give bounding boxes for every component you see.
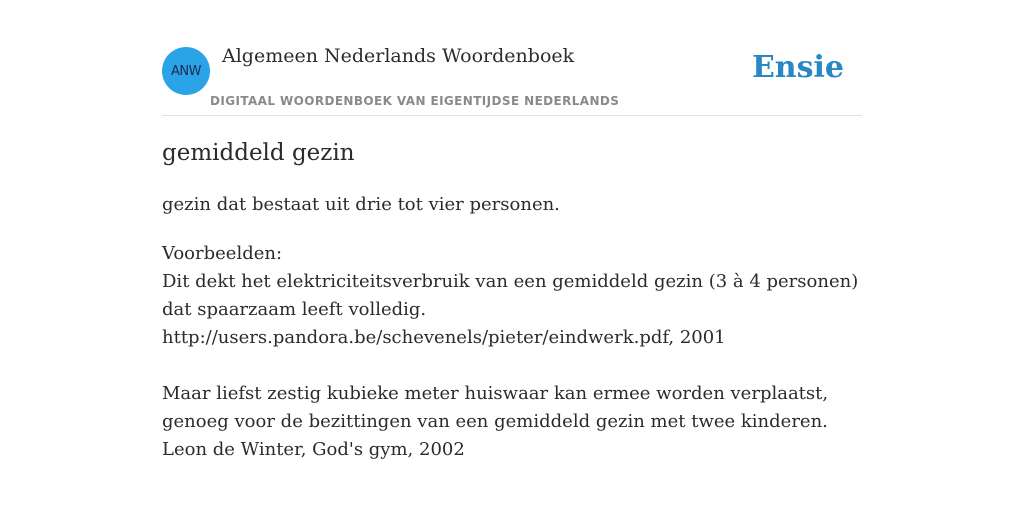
ensie-brand-link[interactable]: Ensie — [751, 50, 844, 85]
entry-definition: gezin dat bestaat uit drie tot vier personen. — [162, 194, 560, 215]
entry-headword: gemiddeld gezin — [162, 140, 355, 166]
example-text: Dit dekt het elektriciteitsverbruik van een gemiddeld gezin (3 à 4 personen) dat spaarzaam leeft volledig. — [162, 271, 859, 320]
page-container — [162, 0, 862, 460]
dictionary-header — [162, 0, 862, 116]
examples-label: Voorbeelden: — [162, 243, 283, 264]
example-text: Maar liefst zestig kubieke meter huiswaar kan ermee worden verplaatst, genoeg voor de bezittingen van een gemiddeld gezin met twee kinderen. — [162, 383, 829, 432]
examples-section — [162, 240, 862, 464]
example-source: http://users.pandora.be/schevenels/pieter/eindwerk.pdf, 2001 — [162, 327, 726, 348]
dictionary-title[interactable]: Algemeen Nederlands Woordenboek — [222, 45, 575, 67]
anw-logo[interactable] — [162, 47, 210, 95]
dictionary-subtitle: DIGITAAL WOORDENBOEK VAN EIGENTIJDSE NEDERLANDS — [210, 94, 620, 108]
example-source: Leon de Winter, God's gym, 2002 — [162, 439, 465, 460]
example-item — [162, 268, 862, 352]
logo-text: ANW — [171, 63, 201, 79]
example-item — [162, 380, 862, 464]
